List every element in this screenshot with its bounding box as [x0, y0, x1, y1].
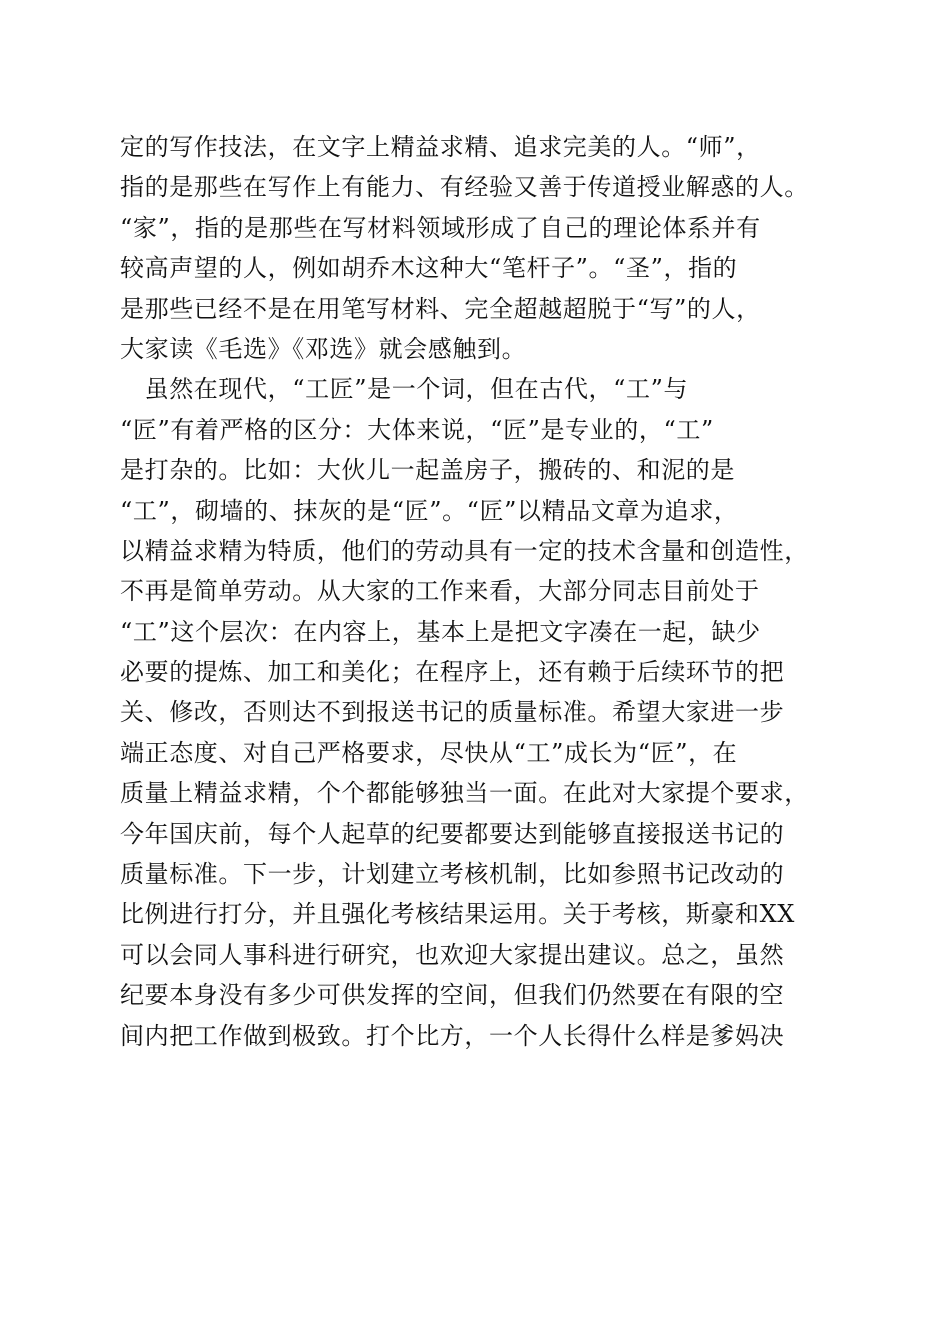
text-line: 纪要本身没有多少可供发挥的空间，但我们仍然要在有限的空: [120, 981, 785, 1010]
text-line: 是打杂的。比如：大伙儿一起盖房子，搬砖的、和泥的是: [120, 456, 735, 485]
body-text: [120, 127, 840, 1056]
text-line: “匠”有着严格的区分：大体来说，“匠”是专业的，“工”: [120, 415, 714, 444]
text-line: 定的写作技法，在文字上精益求精、追求完美的人。“师”，: [120, 133, 761, 161]
text-line: 不再是简单劳动。从大家的工作来看，大部分同志目前处于: [120, 577, 760, 606]
text-line: 端正态度、对自己严格要求，尽快从“工”成长为“匠”，在: [120, 738, 738, 767]
text-line: 是那些已经不是在用笔写材料、完全超越超脱于“写”的人，: [120, 294, 761, 323]
text-line: 间内把工作做到极致。打个比方，一个人长得什么样是爹妈决: [120, 1021, 785, 1050]
text-line: “工”，砌墙的、抹灰的是“匠”。“匠”以精品文章为追求，: [120, 496, 739, 525]
text-line: 今年国庆前，每个人起草的纪要都要达到能够直接报送书记的: [120, 819, 785, 848]
text-line: 质量上精益求精，个个都能够独当一面。在此对大家提个要求，: [120, 779, 809, 808]
text-line: “家”，指的是那些在写材料领域形成了自己的理论体系并有: [120, 213, 761, 242]
text-line: 以精益求精为特质，他们的劳动具有一定的技术含量和创造性，: [120, 536, 809, 565]
text-line: 较高声望的人，例如胡乔木这种大“笔杆子”。“圣”，指的: [120, 254, 738, 283]
text-line: 比例进行打分，并且强化考核结果运用。关于考核，斯豪和XX: [120, 900, 795, 929]
text-line: 关、修改，否则达不到报送书记的质量标准。希望大家进一步: [120, 698, 785, 727]
paragraph-start-line: 虽然在现代，“工匠”是一个词，但在古代，“工”与: [120, 375, 689, 404]
text-line: 可以会同人事科进行研究，也欢迎大家提出建议。总之，虽然: [120, 940, 785, 969]
text-line: 大家读《毛选》《邓选》就会感触到。: [120, 334, 527, 363]
text-line: “工”这个层次：在内容上，基本上是把文字凑在一起，缺少: [120, 617, 761, 646]
text-line: 必要的提炼、加工和美化；在程序上，还有赖于后续环节的把: [120, 658, 785, 687]
text-line: 质量标准。下一步，计划建立考核机制，比如参照书记改动的: [120, 860, 785, 889]
text-line: 指的是那些在写作上有能力、有经验又善于传道授业解惑的人。: [120, 173, 809, 202]
